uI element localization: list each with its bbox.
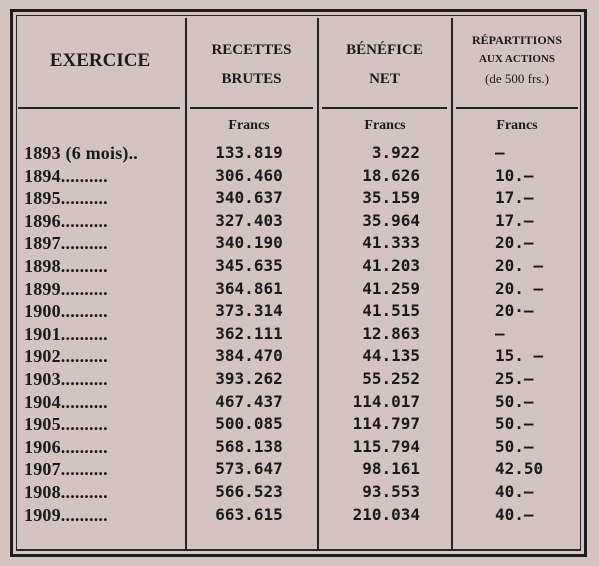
- table-row: [0, 142, 599, 164]
- table-row: [0, 345, 599, 367]
- benefice-cell: 114.797: [352, 414, 420, 434]
- table-row: [0, 278, 599, 300]
- header-rule: [322, 107, 447, 109]
- year-cell: 1895..........: [24, 188, 108, 209]
- repartition-cell: 20. –: [495, 256, 544, 275]
- year-cell: 1899..........: [24, 278, 108, 299]
- table-row: [0, 323, 599, 345]
- recettes-cell: 393.262: [215, 369, 283, 388]
- table-row: [0, 436, 599, 458]
- benefice-cell: 41.259: [362, 278, 420, 298]
- repartition-cell: 42.50: [495, 459, 544, 479]
- recettes-cell: 340.637: [215, 188, 283, 208]
- header-benefice: BÉNÉFICE NET: [346, 42, 423, 87]
- year-cell: 1900..........: [24, 301, 108, 322]
- recettes-cell: 663.615: [215, 504, 283, 524]
- benefice-cell: 55.252: [362, 369, 420, 388]
- unit-benefice: Francs: [364, 118, 406, 133]
- benefice-cell: 3.922: [371, 143, 420, 162]
- year-cell: 1902..........: [24, 346, 108, 367]
- repartition-cell: 25.—: [495, 369, 534, 388]
- recettes-cell: 340.190: [215, 233, 283, 253]
- table-row: [0, 232, 599, 254]
- year-cell: 1898..........: [24, 256, 108, 276]
- year-cell: 1909..........: [24, 504, 108, 525]
- repartition-cell: 10.—: [495, 165, 534, 185]
- table-row: [0, 391, 599, 413]
- recettes-cell: 500.085: [215, 414, 283, 434]
- recettes-cell: 327.403: [215, 210, 283, 230]
- table-row: [0, 368, 599, 390]
- recettes-cell: 362.111: [215, 323, 283, 343]
- year-cell: 1903..........: [24, 369, 108, 389]
- repartition-cell: —: [495, 143, 505, 162]
- unit-repartitions: Francs: [496, 118, 538, 133]
- table-row: [0, 458, 599, 480]
- benefice-cell: 35.964: [362, 210, 420, 230]
- year-cell: 1893 (6 mois)..: [24, 143, 138, 163]
- benefice-cell: 35.159: [362, 188, 420, 208]
- benefice-cell: 41.203: [362, 256, 420, 275]
- benefice-cell: 41.515: [362, 301, 420, 321]
- repartition-cell: 20·—: [495, 301, 534, 321]
- benefice-cell: 18.626: [362, 165, 420, 185]
- recettes-cell: 566.523: [215, 482, 283, 501]
- table-row: [0, 481, 599, 503]
- year-cell: 1908..........: [24, 482, 108, 502]
- year-cell: 1897..........: [24, 233, 108, 254]
- year-cell: 1907..........: [24, 459, 108, 480]
- recettes-cell: 384.470: [215, 346, 283, 366]
- repartition-cell: —: [495, 323, 505, 343]
- benefice-cell: 98.161: [362, 459, 420, 479]
- year-cell: 1894..........: [24, 165, 108, 186]
- table-row: [0, 255, 599, 277]
- recettes-cell: 345.635: [215, 256, 283, 275]
- benefice-cell: 44.135: [362, 346, 420, 366]
- header-rule: [456, 107, 578, 109]
- repartition-cell: 15. –: [495, 346, 544, 366]
- year-cell: 1901..........: [24, 323, 108, 344]
- header-recettes: RECETTES BRUTES: [211, 42, 292, 87]
- header-rule: [18, 107, 180, 109]
- bottom-rule: [16, 549, 581, 551]
- header-repartitions: RÉPARTITIONS AUX ACTIONS (de 500 frs.): [471, 33, 563, 86]
- year-cell: 1896..........: [24, 210, 108, 231]
- benefice-cell: 93.553: [362, 482, 420, 501]
- table-row: [0, 413, 599, 435]
- year-cell: 1905..........: [24, 414, 108, 435]
- repartition-cell: 20.—: [495, 233, 534, 253]
- header-exercice: EXERCICE: [49, 50, 151, 71]
- table-row: [0, 187, 599, 209]
- table-row: [0, 165, 599, 187]
- recettes-cell: 364.861: [215, 278, 283, 298]
- repartition-cell: 50.—: [495, 436, 534, 456]
- benefice-cell: 115.794: [352, 436, 420, 456]
- repartition-cell: 17.—: [495, 210, 534, 230]
- repartition-cell: 17.—: [495, 188, 534, 208]
- benefice-cell: 12.863: [362, 323, 420, 343]
- unit-recettes: Francs: [228, 118, 270, 133]
- table-row: [0, 300, 599, 322]
- repartition-cell: 20. –: [495, 278, 544, 298]
- header-rule: [190, 107, 313, 109]
- repartition-cell: 50.—: [495, 391, 534, 411]
- recettes-cell: 568.138: [215, 436, 283, 456]
- recettes-cell: 467.437: [215, 391, 283, 411]
- table-row: [0, 504, 599, 526]
- benefice-cell: 210.034: [352, 504, 420, 524]
- repartition-cell: 50.–: [495, 414, 534, 434]
- benefice-cell: 41.333: [362, 233, 420, 253]
- repartition-cell: 40.—: [495, 504, 534, 524]
- repartition-cell: 40.—: [495, 482, 534, 501]
- year-cell: 1904..........: [24, 391, 108, 412]
- recettes-cell: 306.460: [215, 165, 283, 185]
- year-cell: 1906..........: [24, 436, 108, 457]
- recettes-cell: 133.819: [215, 143, 283, 162]
- recettes-cell: 573.647: [215, 459, 283, 479]
- table-row: [0, 210, 599, 232]
- recettes-cell: 373.314: [215, 301, 283, 321]
- benefice-cell: 114.017: [352, 391, 420, 411]
